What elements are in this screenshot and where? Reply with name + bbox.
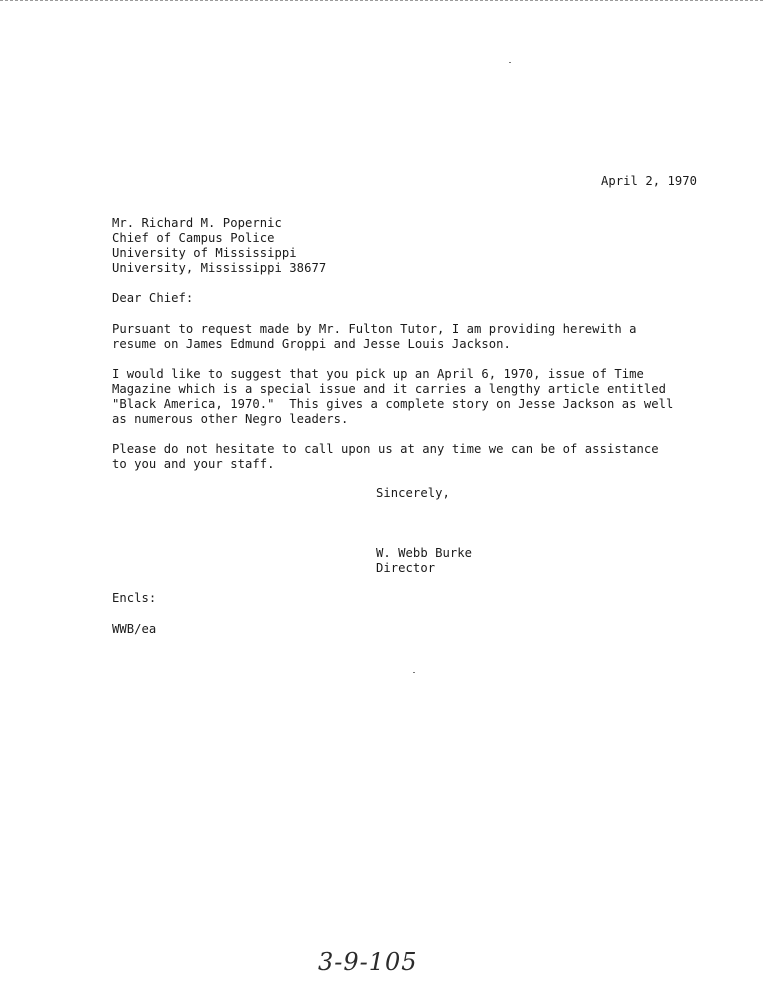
paragraph-1-line-1: Pursuant to request made by Mr. Fulton Tutor, I am providing herewith a: [112, 322, 637, 336]
scan-speck: [413, 672, 415, 673]
signer-name: W. Webb Burke: [376, 546, 473, 560]
address-line-city: University, Mississippi 38677: [112, 261, 327, 275]
address-line-title: Chief of Campus Police: [112, 231, 275, 245]
page-top-border: [0, 0, 763, 1]
closing: Sincerely,: [376, 486, 450, 500]
paragraph-2-line-1: I would like to suggest that you pick up an April 6, 1970, issue of Time: [112, 367, 644, 381]
paragraph-2-line-3: "Black America, 1970." This gives a complete story on Jesse Jackson as well: [112, 397, 674, 411]
letter-date: April 2, 1970: [601, 174, 698, 188]
paragraph-2-line-2: Magazine which is a special issue and it carries a lengthy article entitled: [112, 382, 667, 396]
scan-speck: [509, 62, 511, 63]
paragraph-1-line-2: resume on James Edmund Groppi and Jesse Louis Jackson.: [112, 337, 511, 351]
signer-title: Director: [376, 561, 436, 575]
salutation: Dear Chief:: [112, 291, 194, 305]
enclosures-label: Encls:: [112, 591, 157, 605]
address-line-name: Mr. Richard M. Popernic: [112, 216, 282, 230]
paragraph-3-line-2: to you and your staff.: [112, 457, 275, 471]
typist-initials: WWB/ea: [112, 622, 157, 636]
paragraph-2-line-4: as numerous other Negro leaders.: [112, 412, 349, 426]
handwritten-file-number: 3-9-105: [318, 948, 418, 976]
paragraph-3-line-1: Please do not hesitate to call upon us at any time we can be of assistance: [112, 442, 659, 456]
address-line-institution: University of Mississippi: [112, 246, 297, 260]
